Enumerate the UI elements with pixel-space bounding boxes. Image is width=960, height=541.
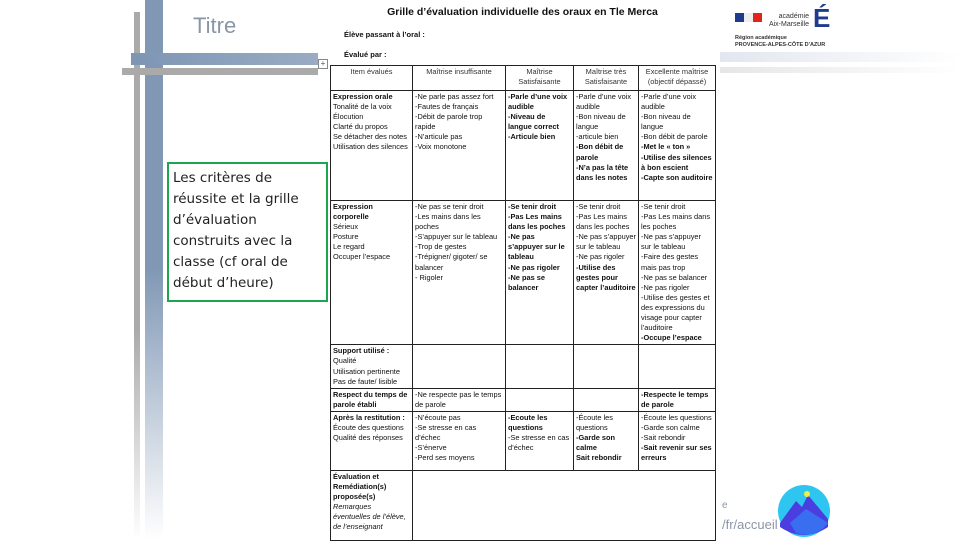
cell-line: -N’écoute pas xyxy=(415,412,461,422)
cell-line: -Ne pas se tenir droit xyxy=(415,202,484,211)
table-cell xyxy=(413,388,506,411)
cell-line: -Pas Les mains dans les poches xyxy=(576,212,630,232)
cell-line: -Occupe l’espace xyxy=(641,333,702,343)
cell-line: Utilisation pertinente xyxy=(333,366,400,376)
table-cell xyxy=(331,91,413,201)
cell-line: -Pas Les mains dans les poches xyxy=(641,212,711,232)
cell-line: -Ne pas rigoler xyxy=(508,262,560,272)
decor-bar xyxy=(145,0,163,540)
cell-line: Se détacher des notes xyxy=(333,132,407,142)
table-cell xyxy=(413,91,506,201)
remarks-cell[interactable] xyxy=(413,470,716,540)
slide-title[interactable]: Titre xyxy=(193,13,237,38)
cell-line: -Niveau de langue correct xyxy=(508,112,559,132)
cell-line: -Articule bien xyxy=(508,132,556,142)
table-cell xyxy=(331,470,413,540)
table-cell xyxy=(506,201,574,345)
table-cell xyxy=(506,91,574,201)
cell-line: -Se tenir droit xyxy=(576,202,621,211)
url-fragment: e xyxy=(722,500,728,511)
cell-line: -Utilise des gestes et des expressions du visage pour capter l’auditoire xyxy=(641,292,710,333)
table-cell xyxy=(574,411,639,470)
table-cell xyxy=(574,201,639,345)
flag-blue xyxy=(735,13,744,22)
header-row xyxy=(331,66,716,91)
academie-logo xyxy=(735,3,845,53)
cell-line: -Ne respecte pas le temps de parole xyxy=(415,389,502,409)
cell-line: Utilisation des silences xyxy=(333,142,408,152)
table-cell xyxy=(413,201,506,345)
table-cell xyxy=(639,201,716,345)
cell-line: -Parle d’une voix audible xyxy=(508,92,568,112)
logo-region-text xyxy=(735,35,825,49)
cell-line: -Ne pas se balancer xyxy=(508,272,545,292)
student-field-label: Élève passant à l’oral : xyxy=(344,30,425,39)
cell-line: Posture xyxy=(333,232,359,242)
decor-bar xyxy=(122,68,318,75)
decor-bar xyxy=(131,53,318,65)
cell-line: -Perd ses moyens xyxy=(415,453,475,463)
table-cell xyxy=(506,345,574,388)
table-cell xyxy=(506,411,574,470)
cell-line: -Se tenir droit xyxy=(641,202,686,211)
logo-text: Région académique xyxy=(735,35,787,41)
cell-line: -Ne parle pas assez fort xyxy=(415,92,494,101)
decor-bar xyxy=(720,67,960,73)
table-row xyxy=(331,345,716,388)
cell-line: -Sait rebondir xyxy=(641,433,686,443)
cell-line: -Se stresse en cas d’échec xyxy=(415,422,477,443)
cell-line: Respect du temps de parole établi xyxy=(333,389,408,409)
cell-line: Tonalité de la voix xyxy=(333,102,392,112)
table-cell xyxy=(331,201,413,345)
logo-text: Aix-Marseille xyxy=(768,21,809,28)
table-cell xyxy=(506,388,574,411)
cell-line: Élocution xyxy=(333,112,364,122)
column-header: Item évalués xyxy=(331,66,413,91)
cell-line: -Bon débit de parole xyxy=(641,132,708,142)
cell-line: -Ne pas s’appuyer sur le tableau xyxy=(641,232,701,252)
url-link[interactable]: /fr/accueil xyxy=(722,517,778,532)
evaluation-document xyxy=(330,0,715,540)
document-title: Grille d’évaluation individuelle des oraux en Tle Merca xyxy=(387,6,658,18)
cell-line: -Utilise des silences à bon escient xyxy=(641,152,712,172)
table-cell xyxy=(574,91,639,201)
cell-line: Support utilisé : xyxy=(333,346,390,356)
cell-line: -Garde son calme xyxy=(641,422,700,432)
cell-line: -Garde son calme xyxy=(576,433,616,453)
cell-line: -Débit de parole trop rapide xyxy=(415,112,483,132)
cell-line: -N’a pas la tête dans les notes xyxy=(576,162,629,182)
cell-line: -Fautes de français xyxy=(415,102,479,112)
table-cell xyxy=(639,411,716,470)
table-cell xyxy=(574,345,639,388)
criteria-note-box[interactable]: Les critères de réussite et la grille d’évaluation construits avec la classe (cf oral de début d’heure) xyxy=(167,162,328,302)
table-cell xyxy=(331,388,413,411)
table-cell xyxy=(413,411,506,470)
cell-line: -Se tenir droit xyxy=(508,202,557,211)
cell-line: -Capte son auditoire xyxy=(641,172,713,182)
cell-line: - Rigoler xyxy=(415,272,443,282)
cell-line: -Écoute les questions xyxy=(576,412,613,432)
cell-line: -Bon niveau de langue xyxy=(641,112,691,132)
column-header: Maîtrise Satisfaisante xyxy=(506,66,574,91)
logo-academie-text xyxy=(765,13,809,29)
evaluator-field-label: Évalué par : xyxy=(344,50,387,59)
table-cell xyxy=(413,345,506,388)
logo-text: PROVENCE-ALPES-CÔTE D'AZUR xyxy=(735,42,826,48)
table-row xyxy=(331,470,716,540)
cell-line: -Ne pas s’appuyer sur le tableau xyxy=(508,232,565,262)
cell-line: Expression corporelle xyxy=(333,202,373,222)
cell-line: -N’articule pas xyxy=(415,132,463,142)
table-move-handle-icon[interactable]: + xyxy=(318,59,328,69)
cell-line: -Faire des gestes mais pas trop xyxy=(641,252,699,272)
cell-line: Qualité des réponses xyxy=(333,433,403,443)
cell-line: Sait rebondir xyxy=(576,453,622,463)
table-cell xyxy=(331,411,413,470)
table-row xyxy=(331,411,716,470)
column-header: Maîtrise très Satisfaisante xyxy=(574,66,639,91)
decor-bar xyxy=(720,52,960,62)
decor-bar xyxy=(134,12,140,540)
cell-line: Pas de faute/ lisible xyxy=(333,376,398,386)
table-cell xyxy=(639,388,716,411)
cell-line: Le regard xyxy=(333,242,365,252)
cell-line: -Ne pas se balancer xyxy=(641,272,708,282)
cell-line: -Parle d’une voix audible xyxy=(641,92,697,112)
cell-line: -Trépigner/ gigoter/ se balancer xyxy=(415,252,488,272)
cell-line: -Bon débit de parole xyxy=(576,142,624,162)
cell-line: -Écoute les questions xyxy=(641,412,712,422)
table-row xyxy=(331,388,716,411)
table-cell xyxy=(639,345,716,388)
evaluation-grid xyxy=(330,65,716,541)
cell-line: Clarté du propos xyxy=(333,122,388,132)
cell-line: -Ecoute les questions xyxy=(508,412,548,432)
logo-text: académie xyxy=(778,13,809,20)
table-cell xyxy=(639,91,716,201)
cell-line: Sérieux xyxy=(333,222,359,232)
table-cell xyxy=(331,345,413,388)
flag-white xyxy=(744,13,753,22)
cell-line: -Bon niveau de langue xyxy=(576,112,626,132)
cell-line: -Ne pas s’appuyer sur le tableau xyxy=(576,232,636,252)
cell-line: -Les mains dans les poches xyxy=(415,212,481,232)
table-row xyxy=(331,201,716,345)
column-header: Maîtrise insuffisante xyxy=(413,66,506,91)
cell-line: -S’appuyer sur le tableau xyxy=(415,232,498,242)
cell-line: -Ne pas rigoler xyxy=(576,252,625,262)
column-header: Excellente maîtrise (objectif dépassé) xyxy=(639,66,716,91)
cell-line: -Sait revenir sur ses erreurs xyxy=(641,443,712,463)
cell-line: -Utilise des gestes pour capter l’auditoire xyxy=(576,262,636,292)
cell-line: Qualité xyxy=(333,356,357,366)
cell-line: -Pas Les mains dans les poches xyxy=(508,212,566,232)
flag-red xyxy=(753,13,762,22)
cell-line: Après la restitution : xyxy=(333,412,405,422)
cell-line: Occuper l’espace xyxy=(333,252,391,262)
cell-line: -Respecte le temps de parole xyxy=(641,389,709,409)
table-row xyxy=(331,91,716,201)
cell-line: -articule bien xyxy=(576,132,619,142)
table-cell xyxy=(574,388,639,411)
cell-line: Expression orale xyxy=(333,92,393,101)
cell-line: Évaluation et Remédiation(s) proposée(s) xyxy=(333,471,387,502)
cell-line: -Ne pas rigoler xyxy=(641,282,690,292)
cell-line: -Met le « ton » xyxy=(641,142,691,152)
cell-line: -Voix monotone xyxy=(415,142,467,152)
cell-line: -Parle d’une voix audible xyxy=(576,92,632,112)
cell-line: -Se stresse en cas d’échec xyxy=(508,433,570,453)
logo-e-mark: É xyxy=(813,3,831,33)
cell-line: Écoute des questions xyxy=(333,422,404,432)
mountain-logo-icon xyxy=(776,483,832,539)
cell-line: -Trop de gestes xyxy=(415,242,467,252)
cell-line: -S’énerve xyxy=(415,443,447,453)
cell-line: Remarques éventuelles de l’élève, de l’enseignant xyxy=(333,502,406,532)
